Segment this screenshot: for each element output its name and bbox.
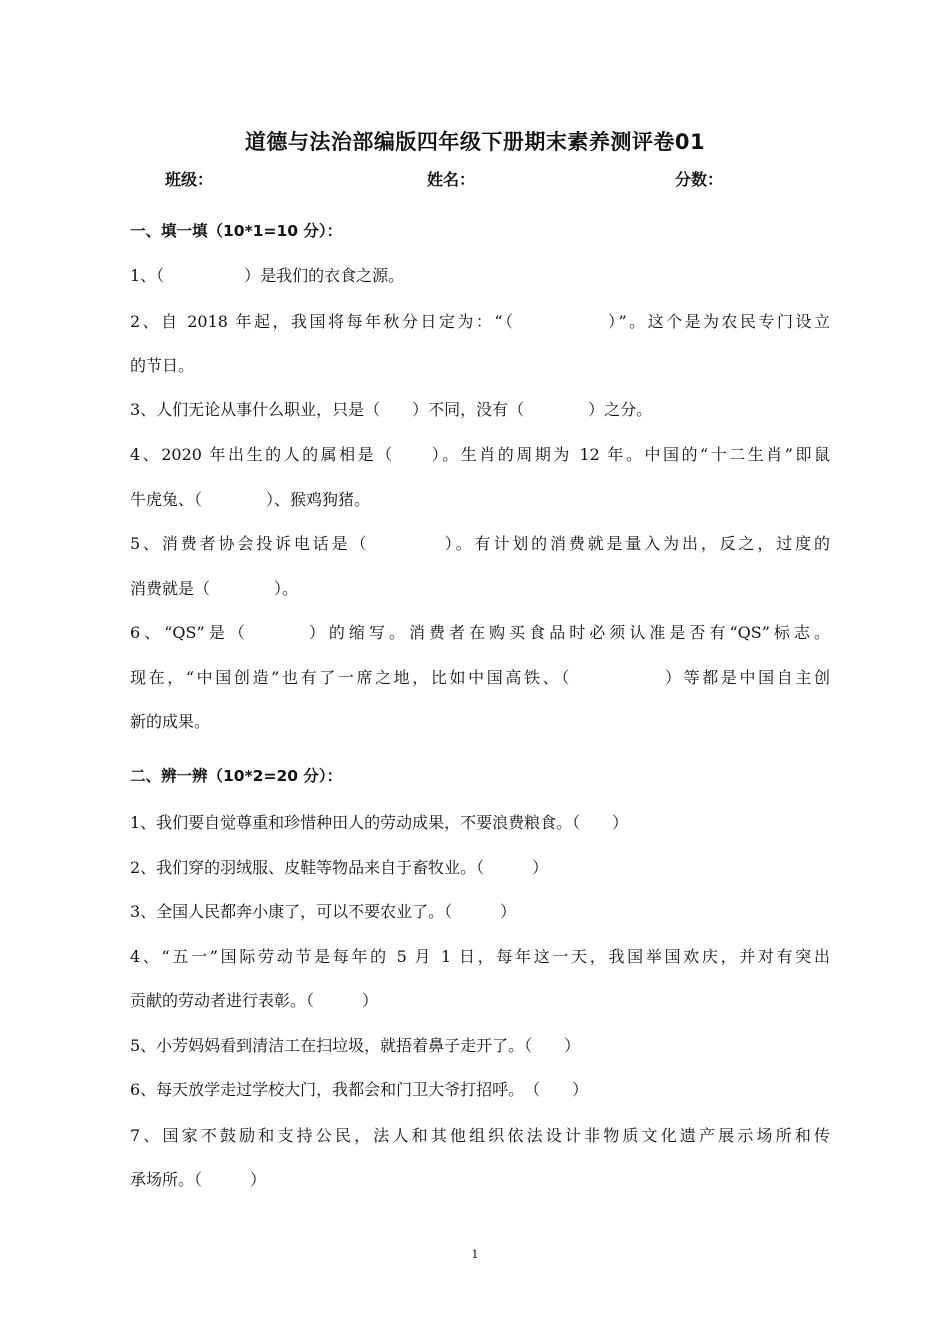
question-line: 承场所。（ ） [130, 1170, 267, 1189]
question-line: 牛虎兔、（ ）、猴鸡狗猪。 [130, 490, 371, 509]
question-line: 2、自 2018 年起，我国将每年秋分日定为：“（ ）”。这个是为农民专门设立 [130, 312, 830, 331]
question-line: 7、国家不鼓励和支持公民，法人和其他组织依法设计非物质文化遗产展示场所和传 [130, 1126, 830, 1145]
section-heading-fill-in: 一、填一填（10*1=10 分）： [130, 222, 343, 240]
section-heading-true-false: 二、辨一辨（10*2=20 分）： [130, 767, 343, 785]
page-number: 1 [471, 1248, 479, 1261]
score-field-label: 分数： [675, 170, 724, 189]
question-line: 5、消费者协会投诉电话是（ ）。有计划的消费就是量入为出，反之，过度的 [130, 534, 830, 553]
question-line: 3、人们无论从事什么职业，只是（ ）不同，没有（ ）之分。 [130, 400, 653, 419]
question-line: 新的成果。 [130, 712, 211, 731]
question-line: 1、我们要自觉尊重和珍惜种田人的劳动成果，不要浪费粮食。（ ） [130, 813, 629, 832]
question-line: 消费就是（ ）。 [130, 579, 299, 598]
question-line: 6、“QS”是（ ）的缩写。消费者在购买食品时必须认准是否有“QS”标志。 [130, 623, 830, 642]
question-line: 贡献的劳动者进行表彰。（ ） [130, 991, 379, 1010]
page-title: 道德与法治部编版四年级下册期末素养测评卷01 [244, 130, 706, 154]
question-line: 现在，“中国创造”也有了一席之地，比如中国高铁、（ ）等都是中国自主创 [130, 668, 830, 687]
question-line: 3、全国人民都奔小康了，可以不要农业了。（ ） [130, 902, 517, 921]
question-line: 2、我们穿的羽绒服、皮鞋等物品来自于畜牧业。（ ） [130, 858, 549, 877]
question-line: 4、“五一”国际劳动节是每年的 5 月 1 日，每年这一天，我国举国欢庆，并对有突出 [130, 947, 830, 966]
question-line: 6、每天放学走过学校大门，我都会和门卫大爷打招呼。 （ ） [130, 1080, 589, 1099]
question-line: 5、小芳妈妈看到清洁工在扫垃圾，就捂着鼻子走开了。（ ） [130, 1036, 581, 1055]
question-line: 4、2020 年出生的人的属相是（ ）。生肖的周期为 12 年。中国的“十二生肖”即鼠 [130, 445, 830, 464]
question-line: 1、（ ）是我们的衣食之源。 [130, 266, 405, 285]
question-line: 的节日。 [130, 356, 195, 375]
name-field-label: 姓名： [427, 170, 476, 189]
class-field-label: 班级： [165, 170, 214, 189]
